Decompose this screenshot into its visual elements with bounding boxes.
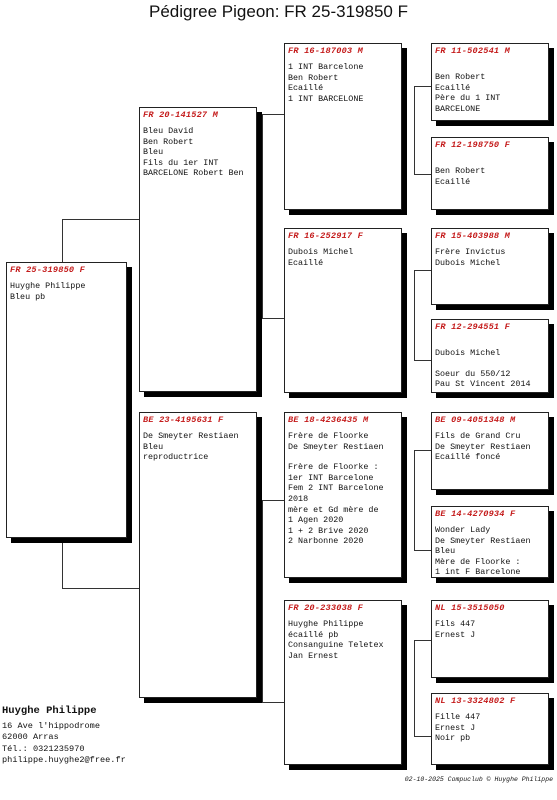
pigeon-info-line: Dubois Michel <box>435 348 501 358</box>
pigeon-info-line: Ben Robert <box>288 72 339 83</box>
pigeon-info-line: De Smeyter Restiaen <box>288 441 384 452</box>
pigeon-info-line: Ben Robert <box>435 72 486 82</box>
connector-dd-b <box>414 736 432 737</box>
dam-card[interactable] <box>139 412 257 698</box>
owner-phone: Tél.: 0321235970 <box>2 743 85 754</box>
pigeon-info-line: Dubois Michel <box>435 257 501 268</box>
connector-sire-mid <box>257 216 263 217</box>
pigeon-info-line: Frère Invictus <box>435 247 506 257</box>
ring-number: FR 16-252917 F <box>288 231 363 241</box>
pigeon-info-line: 1 int F Barcelone <box>435 567 521 578</box>
pigeon-info-line: 1 Agen 2020 <box>288 515 344 526</box>
pigeon-info-line <box>435 338 545 348</box>
pigeon-info-line: Bleu David <box>143 126 194 136</box>
pigeon-info-line: mère et Gd mère de <box>288 504 379 515</box>
connector-dam-dd <box>262 702 285 703</box>
pigeon-info-line: Ecaillé <box>435 82 471 93</box>
ring-number: NL 13-3324802 F <box>435 696 516 706</box>
pigeon-info-line: Frère de Floorke : <box>288 462 379 473</box>
pigeon-info-line: 2018 <box>288 493 309 504</box>
pigeon-info-line: Ecaillé <box>288 257 324 268</box>
pigeon-info-line: Dubois Michel <box>288 247 354 257</box>
ring-number: FR 20-141527 M <box>143 110 218 120</box>
pigeon-info-line: Ecaillé foncé <box>435 452 501 463</box>
connector-sd-a <box>414 270 432 271</box>
pigeon-info-line: 1 + 2 Brive 2020 <box>288 525 369 536</box>
pigeon-info-line: 2 Narbonne 2020 <box>288 536 364 547</box>
dam-dam-card[interactable] <box>284 600 402 765</box>
pigeon-info-line: Pau St Vincent 2014 <box>435 379 531 390</box>
dsd-card[interactable] <box>431 506 549 578</box>
pigeon-info-line: Soeur du 550/12 <box>435 368 511 379</box>
dam-sire-card[interactable] <box>284 412 402 578</box>
footer-credit: 02-10-2025 Compuclub © Huyghe Philippe <box>404 776 553 783</box>
pigeon-info-line: 1 INT Barcelone <box>288 62 364 72</box>
pigeon-info-line <box>435 156 545 166</box>
pigeon-info-line: Huyghe Philippe <box>288 619 364 629</box>
pigeon-info-line: Père du 1 INT <box>435 93 501 104</box>
pigeon-info-line: Ernest J <box>435 722 476 733</box>
pigeon-info-line: Fils 447 <box>435 619 476 629</box>
pigeon-info-line: Bleu <box>143 147 164 158</box>
pigeon-info-line: De Smeyter Restiaen <box>435 535 531 546</box>
connector-sd-b <box>414 360 432 361</box>
ring-number: BE 18-4236435 M <box>288 415 369 425</box>
pigeon-info-line: Ecaillé <box>435 176 471 187</box>
connector-sire-ss <box>262 114 285 115</box>
dds-card[interactable] <box>431 600 549 678</box>
connector-to-dam <box>62 588 139 589</box>
pigeon-info-line: Ben Robert <box>143 136 194 147</box>
pigeon-info-line: 1er INT Barcelone <box>288 472 374 483</box>
connector-dam-parents <box>262 500 263 703</box>
connector-dd-a <box>414 640 432 641</box>
pigeon-info-line: 1 INT BARCELONE <box>288 93 364 104</box>
pigeon-info-line: Ernest J <box>435 629 476 640</box>
connector-ds-a <box>414 450 432 451</box>
connector-subject-vertical <box>62 219 63 262</box>
pigeon-info-line: De Smeyter Restiaen <box>143 431 239 441</box>
owner-email[interactable]: philippe.huyghe2@free.fr <box>2 755 126 766</box>
pigeon-info-line: Bleu <box>143 441 164 452</box>
ring-number: BE 09-4051348 M <box>435 415 516 425</box>
ring-number: FR 15-403988 M <box>435 231 510 241</box>
owner-info <box>2 706 126 767</box>
sds-card[interactable] <box>431 228 549 305</box>
ring-number: NL 15-3515050 <box>435 603 505 613</box>
connector-ss-a <box>414 86 432 87</box>
connector-dam-mid <box>257 600 263 601</box>
connector-dam-ds <box>262 500 285 501</box>
owner-name: Huyghe Philippe <box>2 705 97 717</box>
connector-ss-parents <box>414 86 415 174</box>
connector-ds-parents <box>414 450 415 550</box>
connector-sd-parents <box>414 270 415 360</box>
connector-ds-b <box>414 550 432 551</box>
connector-sire-sd <box>262 318 285 319</box>
pigeon-info-line: BARCELONE Robert Ben <box>143 168 244 179</box>
ring-number: FR 11-502541 M <box>435 46 510 56</box>
ring-number: FR 12-198750 F <box>435 140 510 150</box>
pigeon-info-line: Mère de Floorke : <box>435 556 521 567</box>
connector-ss-b <box>414 174 432 175</box>
pigeon-info-line: Fem 2 INT Barcelone <box>288 483 384 494</box>
sire-sire-card[interactable] <box>284 43 402 210</box>
pigeon-info-line: reproductrice <box>143 452 209 463</box>
owner-city: 62000 Arras <box>2 732 59 743</box>
pigeon-info-line <box>435 62 545 72</box>
ring-number: FR 16-187003 M <box>288 46 363 56</box>
connector-subject-vertical-low <box>62 538 63 588</box>
owner-address: 16 Ave l'hippodrome <box>2 720 100 731</box>
pigeon-info-line <box>435 359 545 369</box>
connector-dd-parents <box>414 640 415 736</box>
sire-dam-card[interactable] <box>284 228 402 393</box>
sss-card[interactable] <box>431 43 549 121</box>
ring-number: FR 12-294551 F <box>435 322 510 332</box>
pigeon-info-line: Frère de Floorke <box>288 431 369 441</box>
ssd-card[interactable] <box>431 137 549 210</box>
pigeon-info-line: Fils du 1er INT <box>143 157 219 168</box>
pigeon-info-line: De Smeyter Restiaen <box>435 441 531 452</box>
sdd-card[interactable] <box>431 319 549 393</box>
pigeon-info-line: Bleu pb <box>10 291 46 302</box>
pigeon-info-line: Ecaillé <box>288 83 324 94</box>
pigeon-info-line: Huyghe Philippe <box>10 281 86 291</box>
pigeon-info-line: Fille 447 <box>435 712 481 722</box>
pigeon-info-line: Ben Robert <box>435 166 486 176</box>
pigeon-info-line: écaillé pb <box>288 629 339 640</box>
pigeon-info-line: BARCELONE <box>435 103 481 114</box>
page-title: Pédigree Pigeon: FR 25-319850 F <box>149 2 408 21</box>
ring-number: FR 25-319850 F <box>10 265 85 275</box>
sire-card[interactable] <box>139 107 257 392</box>
pigeon-info-line: Fils de Grand Cru <box>435 431 521 441</box>
ring-number: BE 23-4195631 F <box>143 415 224 425</box>
connector-to-sire <box>62 219 139 220</box>
pigeon-info-line: Jan Ernest <box>288 650 339 661</box>
pigeon-info-line: Wonder Lady <box>435 525 491 535</box>
pigeon-info-line: Noir pb <box>435 733 471 744</box>
dss-card[interactable] <box>431 412 549 490</box>
ddd-card[interactable] <box>431 693 549 765</box>
subject-card[interactable] <box>6 262 127 538</box>
pigeon-info-line: Bleu <box>435 546 456 557</box>
pigeon-info-line <box>288 452 398 462</box>
ring-number: FR 20-233038 F <box>288 603 363 613</box>
pigeon-info-line: Consanguine Teletex <box>288 640 384 651</box>
ring-number: BE 14-4270934 F <box>435 509 516 519</box>
